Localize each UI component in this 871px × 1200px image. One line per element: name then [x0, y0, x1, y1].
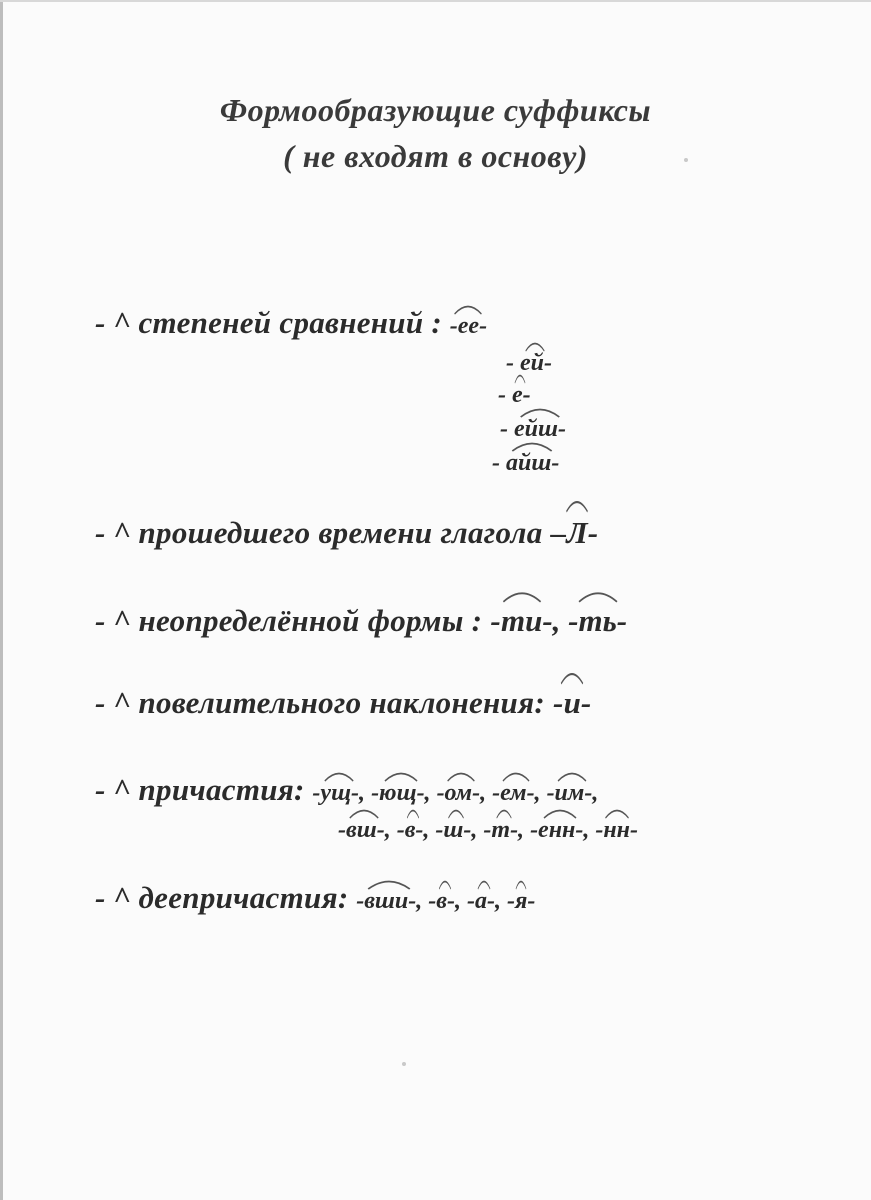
suffix-arc-icon	[524, 338, 545, 352]
suffix-l: Л	[566, 515, 587, 551]
row-label: повелительного наклонения: -	[138, 685, 564, 720]
page-subtitle: ( не входят в основу)	[283, 138, 588, 174]
row-imperative	[95, 685, 591, 721]
suffix-arc-icon	[323, 768, 355, 782]
participle-suffixes-line1: -ущ-, -ющ-, -ом-, -ем-, -им-,	[312, 780, 598, 806]
caret-mark: ^	[113, 603, 131, 638]
caret-mark: ^	[113, 515, 131, 550]
suffix-separator: -, -	[542, 603, 579, 638]
suffix-arc-icon	[515, 876, 526, 890]
caret-mark: ^	[113, 305, 131, 340]
row-comparison	[95, 305, 487, 341]
row-dash: -	[95, 685, 106, 720]
page-edge	[0, 0, 3, 1200]
row-gerund	[95, 880, 535, 916]
suffix-arc-icon	[577, 587, 619, 603]
suffix-arc-icon	[448, 805, 465, 819]
row-dash: -	[95, 515, 106, 550]
row-dash: -	[95, 880, 106, 915]
suffix-item: - е-	[498, 382, 531, 409]
row-infinitive	[95, 603, 627, 639]
suffix-item: - айш-	[492, 450, 559, 477]
suffix-arc-icon	[407, 805, 420, 819]
caret-mark: ^	[113, 772, 131, 807]
suffix-arc-icon	[511, 438, 555, 452]
suffix-arc-icon	[514, 370, 525, 384]
suffix-arc-icon	[383, 768, 419, 782]
suffix-arc-icon	[496, 805, 512, 819]
suffix-arc-icon	[454, 301, 484, 315]
suffix-arc-icon	[366, 876, 412, 890]
row-label: неопределённой формы : -	[138, 603, 501, 638]
suffix-arc-icon	[542, 805, 578, 819]
suffix-arc-icon	[438, 876, 451, 890]
suffix-arc-icon	[518, 404, 561, 418]
suffix-tail: -	[587, 515, 599, 550]
gerund-suffixes: -вши-, -в-, -а-, -я-	[356, 888, 535, 914]
suffix-tail: -	[616, 603, 628, 638]
suffix-arc-icon	[446, 768, 476, 782]
suffix-i: и	[564, 685, 581, 721]
page-title: Формообразующие суффиксы	[219, 92, 652, 128]
suffix-arc-icon	[604, 805, 630, 819]
row-past-tense	[95, 515, 598, 551]
suffix-arc-icon	[501, 587, 542, 603]
suffix-ti: ти	[501, 603, 542, 639]
paper-speck	[684, 158, 688, 162]
row-label: причастия:	[138, 772, 305, 807]
suffix-arc-icon	[502, 768, 531, 782]
suffix-tail: -	[580, 685, 592, 720]
row-label: деепричастия:	[138, 880, 349, 915]
suffix-arc-icon	[557, 768, 588, 782]
row-dash: -	[95, 603, 106, 638]
row-label: прошедшего времени глагола –	[138, 515, 567, 550]
page-edge-top	[0, 0, 871, 2]
participle-suffixes-line2: -вш-, -в-, -ш-, -т-, -енн-, -нн-	[338, 817, 638, 844]
suffix-arc-icon	[349, 805, 381, 819]
paper-speck	[402, 1062, 406, 1066]
suffix-ee: -ее-	[450, 313, 487, 340]
row-label: степеней сравнений :	[138, 305, 443, 340]
caret-mark: ^	[113, 685, 131, 720]
suffix-item: - ейш-	[500, 416, 566, 443]
row-dash: -	[95, 305, 106, 340]
suffix-t-soft: ть	[579, 603, 617, 639]
suffix-arc-icon	[565, 495, 588, 513]
caret-mark: ^	[113, 880, 131, 915]
row-participle	[95, 772, 598, 808]
suffix-item: - ей-	[506, 350, 552, 377]
suffix-arc-icon	[560, 667, 584, 685]
row-dash: -	[95, 772, 106, 807]
suffix-arc-icon	[477, 876, 491, 890]
